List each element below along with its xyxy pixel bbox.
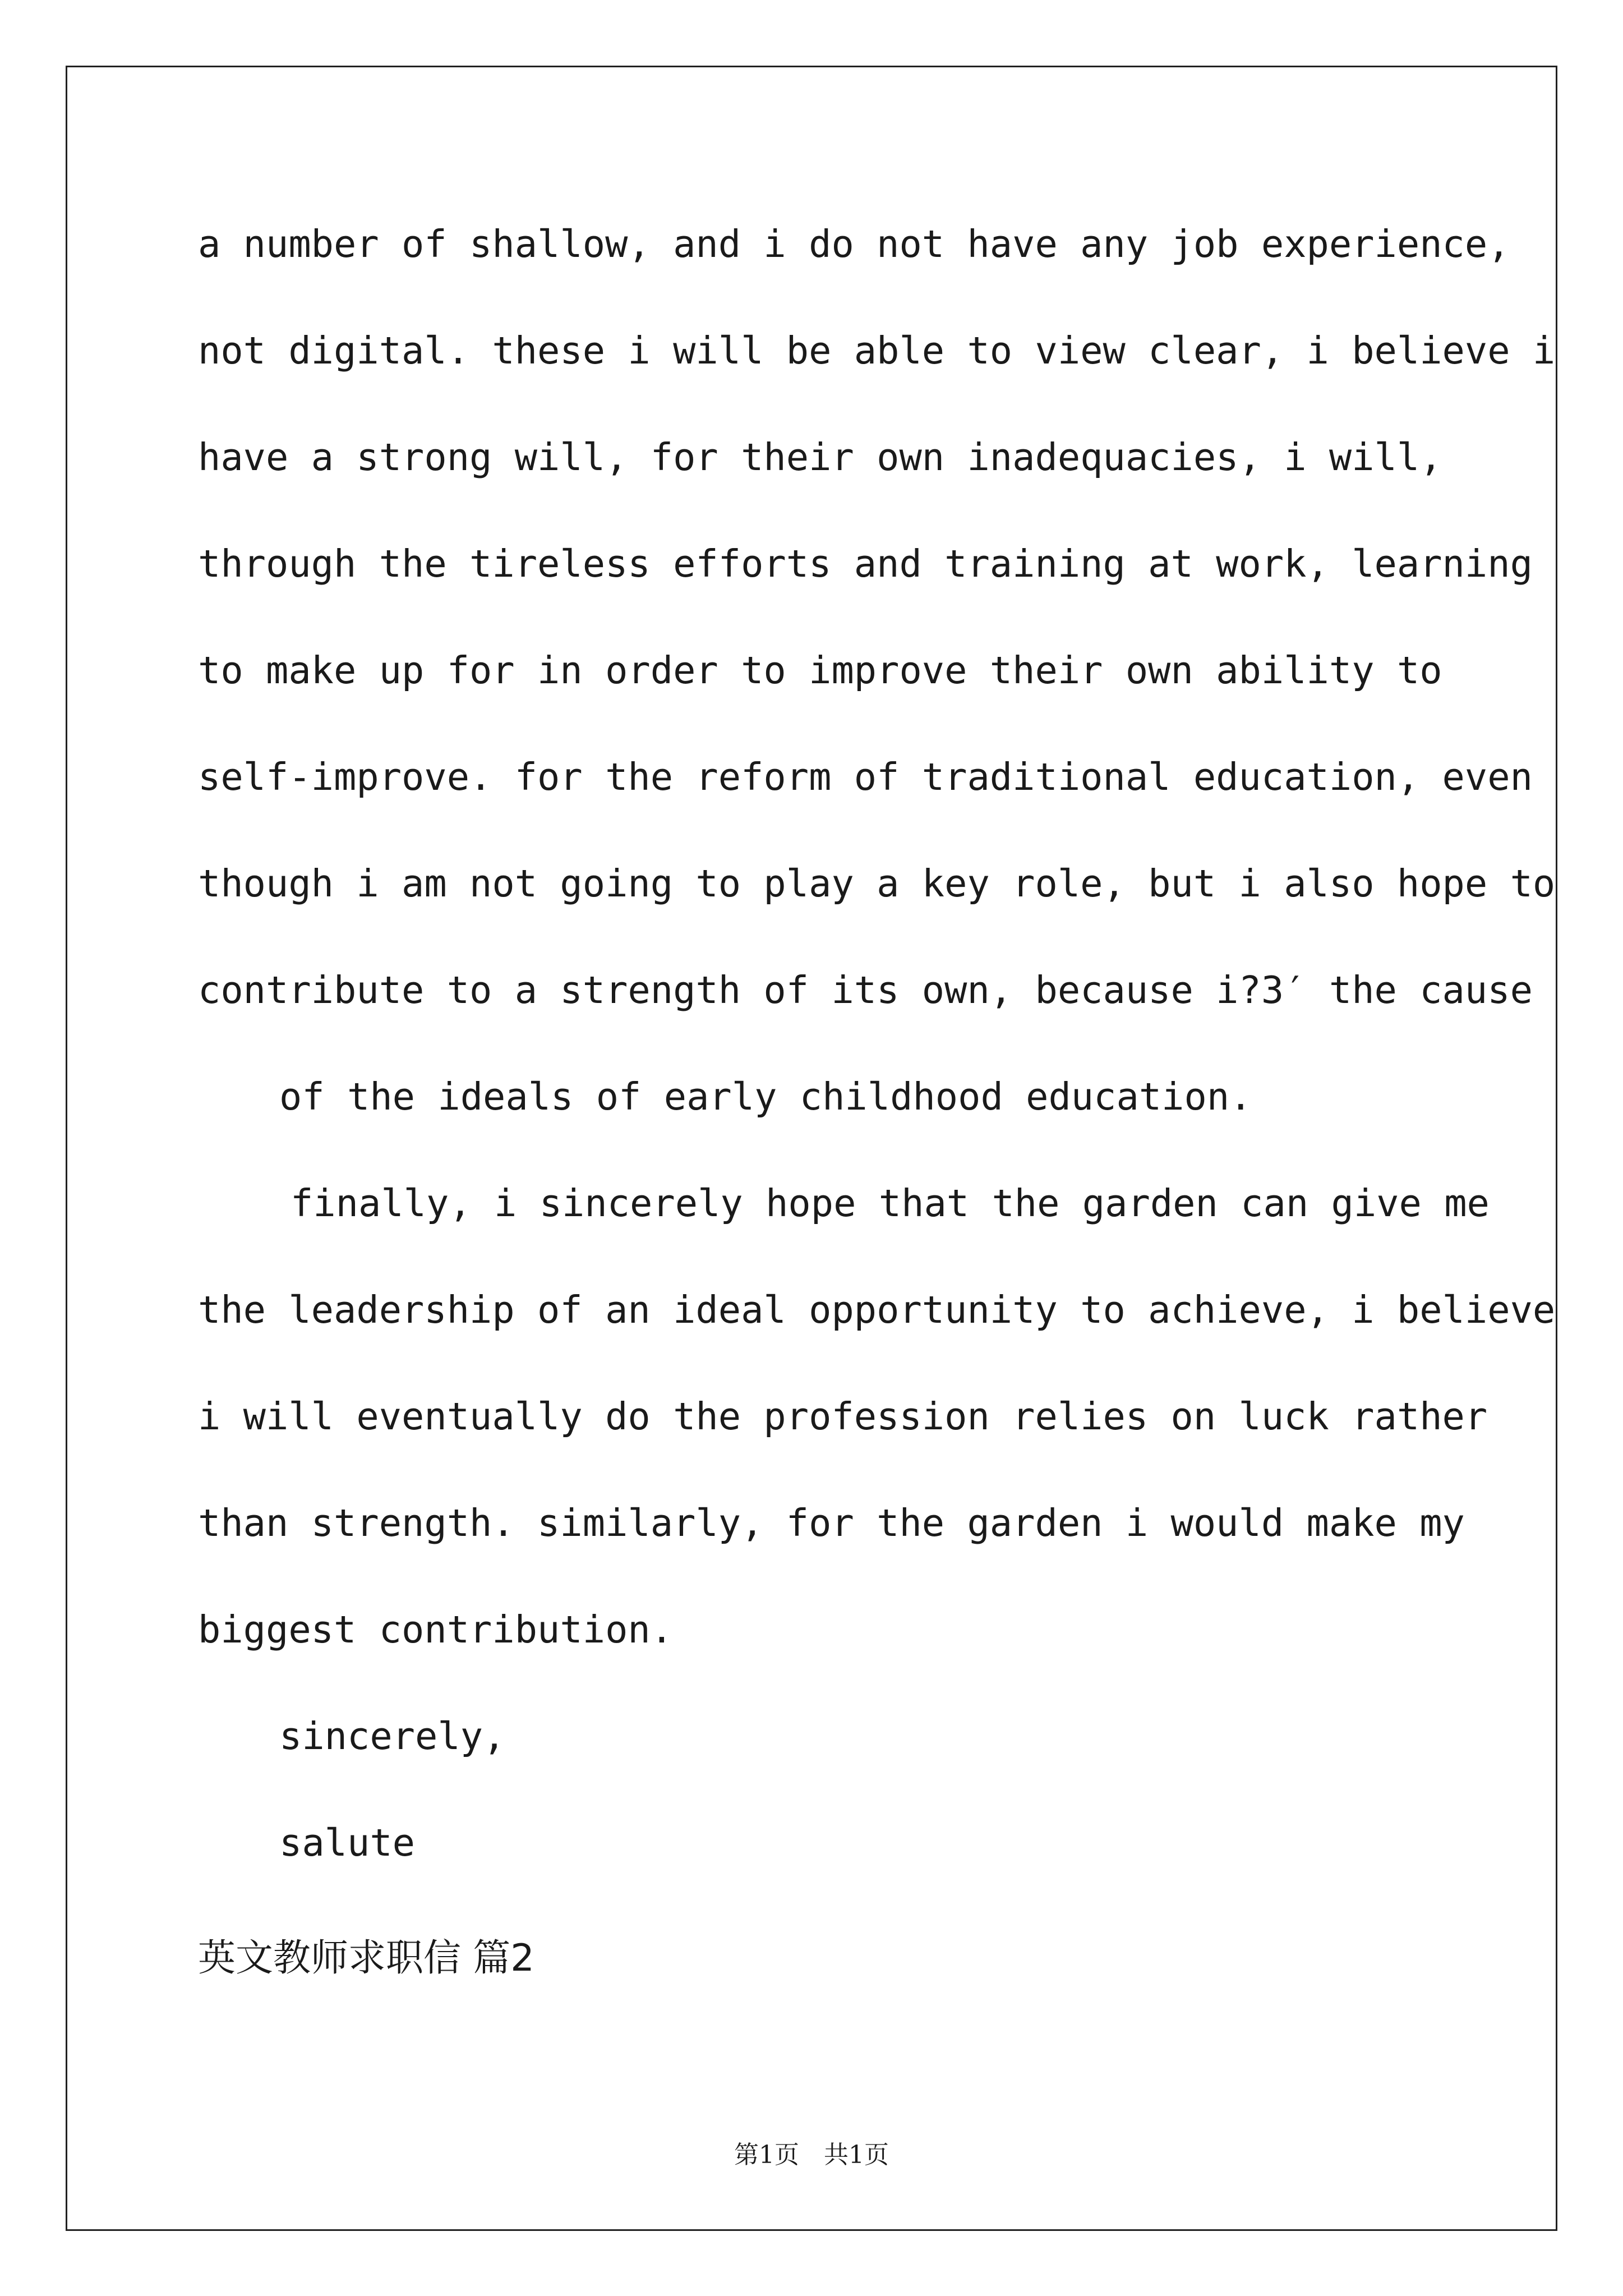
- body-line: of the ideals of early childhood education.: [279, 1075, 1252, 1119]
- body-line: though i am not going to play a key role, but i also hope to: [198, 862, 1556, 905]
- body-line: through the tireless efforts and training at work, learning: [198, 542, 1533, 586]
- salutation-line: salute: [279, 1821, 416, 1865]
- body-line: i will eventually do the profession relies on luck rather: [198, 1395, 1488, 1438]
- body-line: a number of shallow, and i do not have any job experience,: [198, 222, 1510, 266]
- body-line: the leadership of an ideal opportunity to achieve, i believe: [198, 1288, 1556, 1332]
- body-line: biggest contribution.: [198, 1608, 674, 1651]
- body-line: than strength. similarly, for the garden i would make my: [198, 1501, 1465, 1545]
- body-line: not digital. these i will be able to view clear, i believe i: [198, 329, 1556, 372]
- section-heading: 英文教师求职信 篇2: [198, 1936, 534, 1980]
- page-footer: 第1页 共1页: [734, 2141, 889, 2169]
- body-line: contribute to a strength of its own, because i?3′ the cause: [198, 968, 1533, 1012]
- body-line: have a strong will, for their own inadequacies, i will,: [198, 435, 1442, 479]
- paragraph-first-line: finally, i sincerely hope that the garden can give me: [291, 1181, 1490, 1225]
- page-border: [66, 66, 1557, 2231]
- body-line: self-improve. for the reform of traditional education, even: [198, 755, 1533, 799]
- closing-line: sincerely,: [279, 1714, 506, 1758]
- body-line: to make up for in order to improve their own ability to: [198, 648, 1442, 692]
